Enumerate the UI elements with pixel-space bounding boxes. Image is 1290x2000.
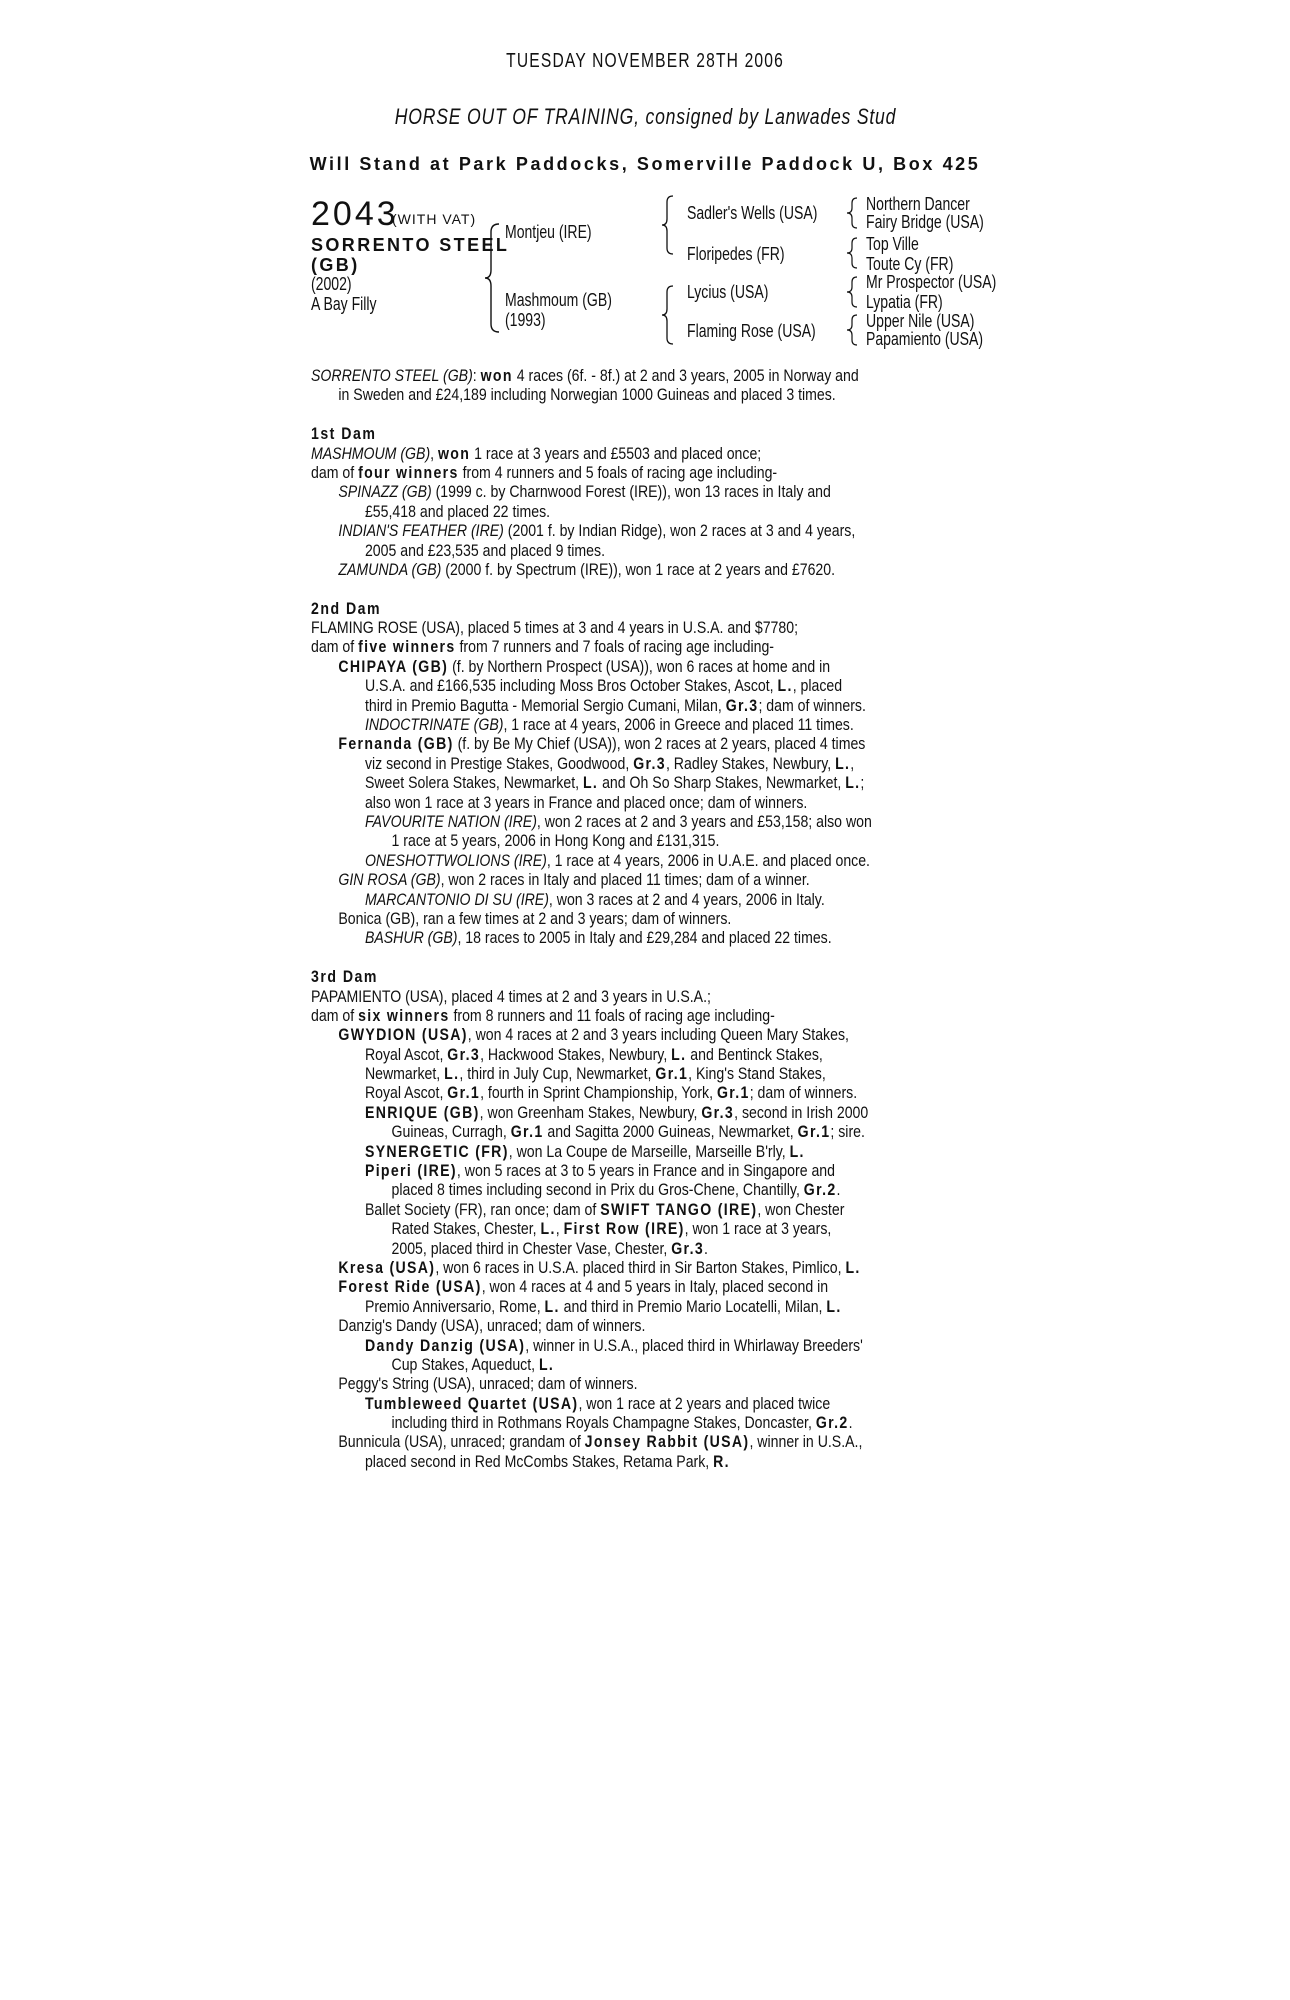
offspring-synergetic: SYNERGETIC (FR), won La Coupe de Marseille, Marseille B'rly, L. bbox=[364, 1141, 805, 1161]
offspring-peggys-string: Peggy's String (USA), unraced; dam of winners. bbox=[338, 1374, 638, 1394]
consignment-line: HORSE OUT OF TRAINING, consigned by Lanwades Stud bbox=[394, 104, 896, 129]
offspring-forest-ride: Forest Ride (USA), won 4 races at 4 and 5 years in Italy, placed second in bbox=[338, 1277, 829, 1297]
dd-dam: Papamiento (USA) bbox=[866, 329, 984, 349]
horse-country: (GB) bbox=[311, 255, 360, 275]
vat-note: (WITH VAT) bbox=[392, 211, 477, 227]
offspring-danzigs-dandy: Danzig's Dandy (USA), unraced; dam of winners. bbox=[338, 1316, 646, 1336]
offspring-fernanda: Fernanda (GB) (f. by Be My Chief (USA)), won 2 races at 2 years, placed 4 times bbox=[338, 734, 866, 754]
second-dam-line-2: dam of five winners from 7 runners and 7 foals of racing age including- bbox=[311, 637, 775, 657]
pedigree-brace-1 bbox=[483, 222, 503, 334]
third-dam-line-2: dam of six winners from 8 runners and 11 foals of racing age including- bbox=[311, 1005, 775, 1025]
offspring-piperi: Piperi (IRE), won 5 races at 3 to 5 years in France and in Singapore and bbox=[364, 1161, 836, 1181]
ss-sire: Northern Dancer bbox=[866, 194, 970, 214]
offspring-kresa: Kresa (USA), won 6 races in U.S.A. placed third in Sir Barton Stakes, Pimlico, L. bbox=[338, 1257, 861, 1277]
summary-line-2: in Sweden and £24,189 including Norwegian 1000 Guineas and placed 3 times. bbox=[338, 385, 836, 405]
offspring-spinazz: SPINAZZ (GB) (1999 c. by Charnwood Forest (IRE)), won 13 races in Italy and bbox=[338, 482, 831, 502]
offspring-enrique: ENRIQUE (GB), won Greenham Stakes, Newbury, Gr.3, second in Irish 2000 bbox=[364, 1102, 869, 1122]
offspring-bonica: Bonica (GB), ran a few times at 2 and 3 years; dam of winners. bbox=[338, 908, 732, 928]
pedigree-brace-5 bbox=[845, 236, 859, 270]
sire-sire: Sadler's Wells (USA) bbox=[687, 203, 818, 223]
location-line: Will Stand at Park Paddocks, Somerville Paddock U, Box 425 bbox=[309, 154, 981, 174]
sd-sire: Top Ville bbox=[866, 234, 919, 254]
third-dam-line-1: PAPAMIENTO (USA), placed 4 times at 2 and 3 years in U.S.A.; bbox=[311, 986, 711, 1006]
offspring-indians-feather: INDIAN'S FEATHER (IRE) (2001 f. by Indian Ridge), won 2 races at 3 and 4 years, bbox=[338, 521, 856, 541]
ds-dam: Lypatia (FR) bbox=[866, 292, 943, 312]
pedigree-brace-3 bbox=[661, 284, 675, 346]
pedigree-brace-2 bbox=[661, 194, 675, 256]
horse-name: SORRENTO STEEL bbox=[311, 235, 510, 255]
offspring-zamunda: ZAMUNDA (GB) (2000 f. by Spectrum (IRE)), won 1 race at 2 years and £7620. bbox=[338, 559, 836, 579]
dam-dam: Flaming Rose (USA) bbox=[687, 321, 816, 341]
ds-sire: Mr Prospector (USA) bbox=[866, 272, 997, 292]
offspring-ballet-society: Ballet Society (FR), ran once; dam of SWIFT TANGO (IRE), won Chester bbox=[364, 1199, 845, 1219]
second-dam-heading: 2nd Dam bbox=[311, 598, 382, 618]
catalogue-text: SORRENTO STEEL (GB): won 4 races (6f. - 8f.) at 2 and 3 years, 2005 in Norway and in Sweden and £24,189 including Norwegian 1000 Guineas and placed 3 times. 1st Dam MASHMOUM (GB), won 1 race at 3 years and £5503 and placed once; dam of four winners from 4 runners and 5 foals of racing age including- SPINAZZ (GB) (1999 c. by Charnwood Forest (IRE)), won 13 races in Italy and £55,418 and placed 22 times. INDIAN'S FEATHER (IRE) (2001 f. by Indian Ridge), won 2 races at 3 and 4 years, 2005 and £23,535 and placed 9 times. ZAMUNDA (GB) (2000 f. by Spectrum (IRE)), won 1 race at 2 years and £7620. 2nd Dam FLAMING ROSE (USA), placed 5 times at 3 and 4 years in U.S.A. and $7780; dam of five winners from 7 runners and 7 foals of racing age including- CHIPAYA (GB) (f. by Northern Prospect (USA)), won 6 races at home and in U.S.A. and £166,535 including Moss Bros October Stakes, Ascot, L., placed third in Premio Bagutta - Memorial Sergio Cumani, Milan, Gr.3; dam of winners. INDOCTRINATE (GB), 1 race at 4 years, 2006 in Greece and placed 11 times. Fernanda (GB) (f. by Be My Chief (USA)), won 2 races at 2 years, placed 4 times viz second in Prestige Stakes, Goodwood, Gr.3, Radley Stakes, Newbury, L., Sweet Solera Stakes, Newmarket, L. and Oh So Sharp Stakes, Newmarket, L.; also won 1 race at 3 years in France and placed once; dam of winners. FAVOURITE NATION (IRE), won 2 races at 2 and 3 years and £53,158; also won 1 race at 5 years, 2006 in Hong Kong and £131,315. ONESHOTTWOLIONS (IRE), 1 race at 4 years, 2006 in U.A.E. and placed once. GIN ROSA (GB), won 2 races in Italy and placed 11 times; dam of a winner. MARCANTONIO DI SU (IRE), won 3 races at 2 and 4 years, 2006 in Italy. Bonica (GB), ran a few times at 2 and 3 years; dam of winners. BASHUR (GB), 18 races to 2005 in Italy and £29,284 and placed 22 times. 3rd Dam PAPAMIENTO (USA), placed 4 times at 2 and 3 years in U.S.A.; dam of six winners from 8 runners and 11 foals of racing age including- GWYDION (USA), won 4 races at 2 and 3 years including Queen Mary Stakes, Royal Ascot, Gr.3, Hackwood Stakes, Newbury, L. and Bentinck Stakes, Newmarket, L., third in July Cup, Newmarket, Gr.1, King's Stand Stakes, Royal Ascot, Gr.1, fourth in Sprint Championship, York, Gr.1; dam of winners. ENRIQUE (GB), won Greenham Stakes, Newbury, Gr.3, second in Irish 2000 Guineas, Curragh, Gr.1 and Sagitta 2000 Guineas, Newmarket, Gr.1; sire. SYNERGETIC (FR), won La Coupe de Marseille, Marseille B'rly, L. Piperi (IRE), won 5 races at 3 to 5 years in France and in Singapore and placed 8 times including second in Prix du Gros-Chene, Chantilly, Gr.2. Ballet Society (FR), ran once; dam of SWIFT TANGO (IRE), won Chester Rated Stakes, Chester, L., First Row (IRE), won 1 race at 3 years, 2005, placed third in Chester Vase, Chester, Gr.3. Kresa (USA), won 6 races in U.S.A. placed third in Sir Barton Stakes, Pimlico, L. Forest Ride (USA), won 4 races at 4 and 5 years in Italy, placed second in Premio Anniversario, Rome, L. and third in Premio Mario Locatelli, Milan, L. Danzig's Dandy (USA), unraced; dam of winners. Dandy Danzig (USA), winner in U.S.A., placed third in Whirlaway Breeders' Cup Stakes, Aqueduct, L. Peggy's String (USA), unraced; dam of winners. Tumbleweed Quartet (USA), won 1 race at 2 years and placed twice including third in Rothmans Royals Champagne Stakes, Doncaster, Gr.2. Bunnicula (USA), unraced; grandam of Jonsey Rabbit (USA), winner in U.S.A., placed second in Red McCombs Stakes, Retama Park, R. bbox=[311, 366, 1071, 1471]
offspring-gwydion: GWYDION (USA), won 4 races at 2 and 3 years including Queen Mary Stakes, bbox=[338, 1025, 849, 1045]
summary-line-1: SORRENTO STEEL (GB): won 4 races (6f. - 8f.) at 2 and 3 years, 2005 in Norway and bbox=[311, 366, 859, 385]
first-dam-heading: 1st Dam bbox=[311, 424, 377, 444]
dd-sire: Upper Nile (USA) bbox=[866, 311, 975, 331]
sd-dam: Toute Cy (FR) bbox=[866, 254, 954, 274]
sire-dam: Floripedes (FR) bbox=[687, 244, 785, 264]
offspring-tumbleweed-quartet: Tumbleweed Quartet (USA), won 1 race at 2 years and placed twice bbox=[364, 1393, 831, 1413]
sale-date: TUESDAY NOVEMBER 28TH 2006 bbox=[506, 50, 784, 72]
dam-year: (1993) bbox=[505, 310, 546, 330]
horse-description: A Bay Filly bbox=[311, 294, 377, 314]
offspring-bunnicula: Bunnicula (USA), unraced; grandam of Jonsey Rabbit (USA), winner in U.S.A., bbox=[338, 1432, 863, 1452]
horse-year: (2002) bbox=[311, 274, 352, 294]
offspring-dandy-danzig: Dandy Danzig (USA), winner in U.S.A., placed third in Whirlaway Breeders' bbox=[364, 1335, 863, 1355]
second-dam-line-1: FLAMING ROSE (USA), placed 5 times at 3 and 4 years in U.S.A. and $7780; bbox=[311, 618, 799, 638]
first-dam-line-1: MASHMOUM (GB), won 1 race at 3 years and £5503 and placed once; bbox=[311, 443, 762, 463]
dam-sire: Lycius (USA) bbox=[687, 282, 769, 302]
lot-number: 2043 bbox=[311, 195, 399, 233]
ss-dam: Fairy Bridge (USA) bbox=[866, 212, 984, 232]
offspring-chipaya: CHIPAYA (GB) (f. by Northern Prospect (USA)), won 6 races at home and in bbox=[338, 656, 831, 676]
offspring-gin-rosa: GIN ROSA (GB), won 2 races in Italy and placed 11 times; dam of a winner. bbox=[338, 870, 810, 890]
dam: Mashmoum (GB) bbox=[505, 290, 612, 310]
third-dam-heading: 3rd Dam bbox=[311, 967, 378, 987]
first-dam-line-2: dam of four winners from 4 runners and 5 foals of racing age including- bbox=[311, 462, 778, 482]
pedigree-brace-6 bbox=[845, 275, 859, 309]
sire: Montjeu (IRE) bbox=[505, 222, 592, 242]
